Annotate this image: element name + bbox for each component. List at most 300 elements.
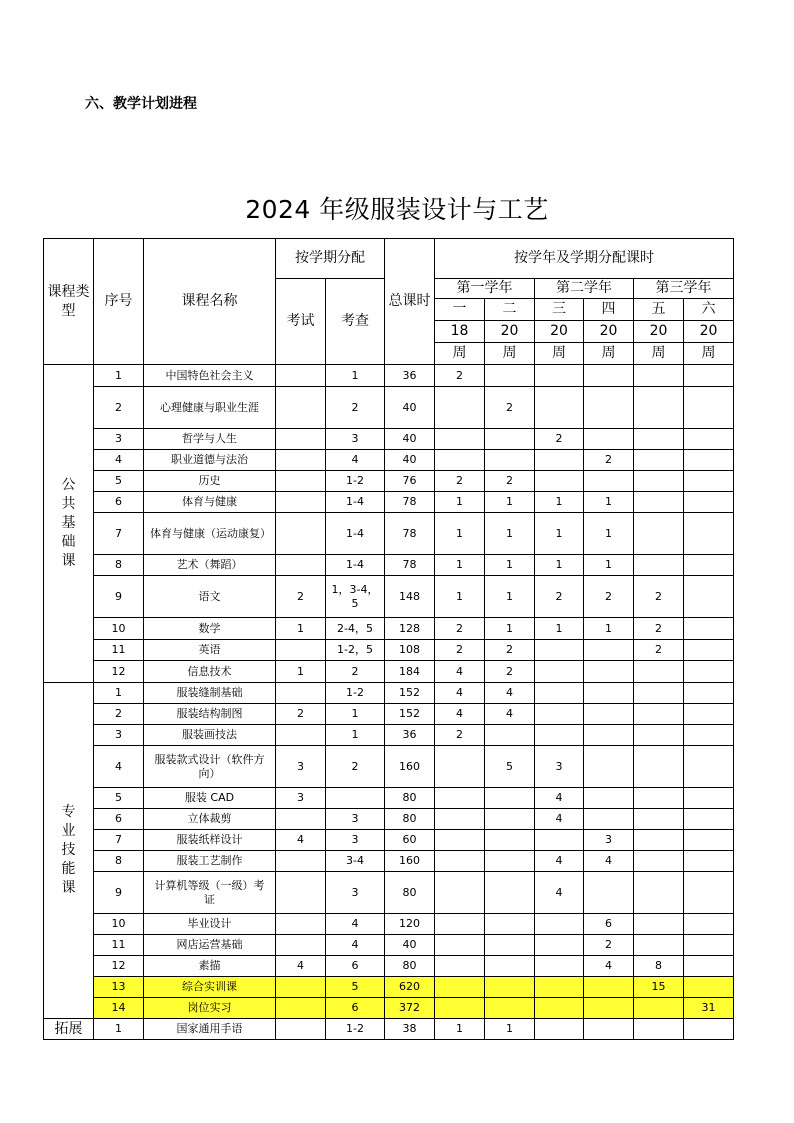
course-name-cell: 服装款式设计（软件方向）: [144, 746, 276, 788]
s2-cell: [485, 725, 535, 746]
s6-cell: [684, 618, 734, 640]
s5-cell: [634, 661, 684, 683]
course-name-cell: 服装纸样设计: [144, 830, 276, 851]
course-name-cell: 数学: [144, 618, 276, 640]
seq-cell: 12: [94, 956, 144, 977]
s1-cell: [435, 809, 485, 830]
s3-cell: 2: [535, 576, 584, 618]
exam-cell: [276, 809, 326, 830]
header-week-unit: 周: [535, 343, 584, 365]
s2-cell: [485, 851, 535, 872]
check-cell: 3-4: [326, 851, 385, 872]
course-name-cell: 服装缝制基础: [144, 683, 276, 704]
header-by-year: 按学年及学期分配课时: [435, 239, 734, 279]
s1-cell: 4: [435, 704, 485, 725]
s1-cell: [435, 746, 485, 788]
teaching-plan-table: [43, 238, 734, 1040]
s6-cell: [684, 977, 734, 998]
s5-cell: [634, 872, 684, 914]
header-weeks: 20: [535, 321, 584, 343]
s5-cell: [634, 513, 684, 555]
table-row: [44, 387, 734, 429]
course-name-cell: 综合实训课: [144, 977, 276, 998]
table-row: [44, 809, 734, 830]
seq-cell: 8: [94, 851, 144, 872]
course-name-cell: 艺术（舞蹈）: [144, 555, 276, 576]
s3-cell: [535, 450, 584, 471]
table-row: [44, 851, 734, 872]
exam-cell: 2: [276, 704, 326, 725]
s4-cell: 6: [584, 914, 634, 935]
s2-cell: 1: [485, 555, 535, 576]
s5-cell: [634, 387, 684, 429]
check-cell: 1-2，5: [326, 640, 385, 661]
course-name-cell: 体育与健康（运动康复）: [144, 513, 276, 555]
exam-cell: 1: [276, 618, 326, 640]
table-row: [44, 471, 734, 492]
s4-cell: [584, 429, 634, 450]
table-row: [44, 914, 734, 935]
table-row: [44, 788, 734, 809]
header-weeks: 18: [435, 321, 485, 343]
s1-cell: 2: [435, 618, 485, 640]
total-cell: 620: [385, 977, 435, 998]
check-cell: 1-2: [326, 1019, 385, 1040]
total-cell: 80: [385, 872, 435, 914]
check-cell: 1，3-4，5: [326, 576, 385, 618]
s6-cell: 31: [684, 998, 734, 1019]
s5-cell: [634, 704, 684, 725]
table-row: [44, 998, 734, 1019]
s5-cell: [634, 851, 684, 872]
s5-cell: [634, 746, 684, 788]
s2-cell: [485, 977, 535, 998]
course-name-cell: 网店运营基础: [144, 935, 276, 956]
course-name-cell: 中国特色社会主义: [144, 365, 276, 387]
total-cell: 80: [385, 956, 435, 977]
seq-cell: 6: [94, 492, 144, 513]
s1-cell: [435, 387, 485, 429]
category-cell: 专业技能课: [44, 683, 94, 1019]
s1-cell: [435, 914, 485, 935]
course-name-cell: 毕业设计: [144, 914, 276, 935]
check-cell: 3: [326, 809, 385, 830]
s5-cell: [634, 935, 684, 956]
s2-cell: [485, 429, 535, 450]
s1-cell: [435, 872, 485, 914]
seq-cell: 8: [94, 555, 144, 576]
s6-cell: [684, 555, 734, 576]
s1-cell: 1: [435, 492, 485, 513]
seq-cell: 12: [94, 661, 144, 683]
s3-cell: [535, 387, 584, 429]
s4-cell: 1: [584, 513, 634, 555]
course-name-cell: 历史: [144, 471, 276, 492]
total-cell: 36: [385, 365, 435, 387]
s1-cell: 1: [435, 555, 485, 576]
s6-cell: [684, 450, 734, 471]
s5-cell: [634, 788, 684, 809]
header-category: 课程类型: [44, 239, 94, 365]
s4-cell: [584, 683, 634, 704]
total-cell: 128: [385, 618, 435, 640]
header-by-semester: 按学期分配: [276, 239, 385, 279]
document-title: 2024 年级服装设计与工艺: [245, 195, 549, 224]
s6-cell: [684, 661, 734, 683]
s2-cell: 1: [485, 618, 535, 640]
total-cell: 148: [385, 576, 435, 618]
table-row: [44, 640, 734, 661]
check-cell: 1-4: [326, 513, 385, 555]
check-cell: 1-4: [326, 492, 385, 513]
s4-cell: [584, 998, 634, 1019]
s3-cell: 3: [535, 746, 584, 788]
exam-cell: [276, 1019, 326, 1040]
course-name-cell: 心理健康与职业生涯: [144, 387, 276, 429]
table-row: [44, 365, 734, 387]
header-year-2: 第二学年: [535, 279, 634, 299]
total-cell: 40: [385, 429, 435, 450]
s5-cell: [634, 450, 684, 471]
total-cell: 38: [385, 1019, 435, 1040]
s5-cell: [634, 492, 684, 513]
check-cell: 1: [326, 704, 385, 725]
s2-cell: 4: [485, 704, 535, 725]
s2-cell: 1: [485, 492, 535, 513]
exam-cell: 3: [276, 788, 326, 809]
header-weeks: 20: [634, 321, 684, 343]
check-cell: 3: [326, 429, 385, 450]
exam-cell: [276, 513, 326, 555]
s4-cell: 3: [584, 830, 634, 851]
s3-cell: 4: [535, 851, 584, 872]
total-cell: 40: [385, 935, 435, 956]
check-cell: 3: [326, 830, 385, 851]
s2-cell: [485, 956, 535, 977]
s4-cell: [584, 387, 634, 429]
total-cell: 60: [385, 830, 435, 851]
s1-cell: 1: [435, 576, 485, 618]
course-name-cell: 服装结构制图: [144, 704, 276, 725]
s1-cell: 2: [435, 725, 485, 746]
table-row: [44, 830, 734, 851]
exam-cell: [276, 998, 326, 1019]
s4-cell: 4: [584, 956, 634, 977]
exam-cell: [276, 640, 326, 661]
seq-cell: 10: [94, 914, 144, 935]
s5-cell: 2: [634, 640, 684, 661]
s5-cell: [634, 683, 684, 704]
header-course-name: 课程名称: [144, 239, 276, 365]
s2-cell: 2: [485, 640, 535, 661]
s4-cell: [584, 788, 634, 809]
check-cell: 2: [326, 387, 385, 429]
header-weeks: 20: [684, 321, 734, 343]
s6-cell: [684, 746, 734, 788]
course-name-cell: 素描: [144, 956, 276, 977]
total-cell: 184: [385, 661, 435, 683]
exam-cell: 1: [276, 661, 326, 683]
header-week-unit: 周: [684, 343, 734, 365]
s5-cell: [634, 998, 684, 1019]
s4-cell: [584, 872, 634, 914]
table-row: [44, 977, 734, 998]
s4-cell: [584, 704, 634, 725]
seq-cell: 9: [94, 576, 144, 618]
course-name-cell: 计算机等级（一级）考证: [144, 872, 276, 914]
plan-table-body: [44, 365, 734, 1040]
s2-cell: 1: [485, 1019, 535, 1040]
total-cell: 120: [385, 914, 435, 935]
course-name-cell: 服装画技法: [144, 725, 276, 746]
header-semester: 二: [485, 299, 535, 321]
s3-cell: 4: [535, 809, 584, 830]
s6-cell: [684, 914, 734, 935]
s6-cell: [684, 872, 734, 914]
s6-cell: [684, 851, 734, 872]
s6-cell: [684, 830, 734, 851]
exam-cell: [276, 365, 326, 387]
total-cell: 78: [385, 555, 435, 576]
seq-cell: 9: [94, 872, 144, 914]
s2-cell: 2: [485, 387, 535, 429]
s4-cell: 1: [584, 618, 634, 640]
s5-cell: [634, 555, 684, 576]
check-cell: [326, 788, 385, 809]
s1-cell: 2: [435, 471, 485, 492]
table-row: [44, 450, 734, 471]
exam-cell: [276, 387, 326, 429]
exam-cell: 3: [276, 746, 326, 788]
s6-cell: [684, 492, 734, 513]
s1-cell: [435, 998, 485, 1019]
s1-cell: 4: [435, 683, 485, 704]
table-row: [44, 576, 734, 618]
course-name-cell: 体育与健康: [144, 492, 276, 513]
s3-cell: [535, 914, 584, 935]
check-cell: 2: [326, 746, 385, 788]
s4-cell: [584, 471, 634, 492]
s2-cell: [485, 872, 535, 914]
s2-cell: [485, 450, 535, 471]
table-row: [44, 704, 734, 725]
seq-cell: 10: [94, 618, 144, 640]
s4-cell: 4: [584, 851, 634, 872]
total-cell: 36: [385, 725, 435, 746]
header-year-1: 第一学年: [435, 279, 535, 299]
category-cell: 拓展: [44, 1019, 94, 1040]
s6-cell: [684, 429, 734, 450]
s2-cell: [485, 935, 535, 956]
s1-cell: [435, 935, 485, 956]
header-weeks: 20: [485, 321, 535, 343]
s2-cell: 2: [485, 471, 535, 492]
check-cell: 4: [326, 450, 385, 471]
s3-cell: 1: [535, 555, 584, 576]
total-cell: 152: [385, 683, 435, 704]
s6-cell: [684, 640, 734, 661]
s2-cell: 2: [485, 661, 535, 683]
s1-cell: [435, 956, 485, 977]
check-cell: 6: [326, 998, 385, 1019]
header-semester: 一: [435, 299, 485, 321]
s2-cell: [485, 998, 535, 1019]
s2-cell: [485, 788, 535, 809]
exam-cell: 2: [276, 576, 326, 618]
s6-cell: [684, 809, 734, 830]
s1-cell: [435, 429, 485, 450]
exam-cell: 4: [276, 830, 326, 851]
total-cell: 160: [385, 851, 435, 872]
s5-cell: [634, 830, 684, 851]
s5-cell: 8: [634, 956, 684, 977]
s5-cell: [634, 914, 684, 935]
s1-cell: [435, 830, 485, 851]
s5-cell: [634, 429, 684, 450]
table-row: [44, 746, 734, 788]
s6-cell: [684, 956, 734, 977]
check-cell: 5: [326, 977, 385, 998]
s3-cell: [535, 725, 584, 746]
seq-cell: 2: [94, 704, 144, 725]
exam-cell: [276, 935, 326, 956]
s3-cell: 2: [535, 429, 584, 450]
seq-cell: 11: [94, 640, 144, 661]
s1-cell: [435, 788, 485, 809]
s3-cell: [535, 683, 584, 704]
exam-cell: [276, 683, 326, 704]
s4-cell: [584, 725, 634, 746]
s4-cell: [584, 640, 634, 661]
s3-cell: [535, 956, 584, 977]
s4-cell: 2: [584, 935, 634, 956]
seq-cell: 3: [94, 725, 144, 746]
course-name-cell: 国家通用手语: [144, 1019, 276, 1040]
table-row: [44, 1019, 734, 1040]
s3-cell: [535, 998, 584, 1019]
table-row: [44, 661, 734, 683]
s2-cell: 1: [485, 576, 535, 618]
s2-cell: [485, 914, 535, 935]
exam-cell: 4: [276, 956, 326, 977]
s4-cell: [584, 661, 634, 683]
total-cell: 108: [385, 640, 435, 661]
s2-cell: 4: [485, 683, 535, 704]
total-cell: 160: [385, 746, 435, 788]
s6-cell: [684, 365, 734, 387]
total-cell: 80: [385, 809, 435, 830]
table-row: [44, 618, 734, 640]
check-cell: 4: [326, 914, 385, 935]
s4-cell: 1: [584, 555, 634, 576]
check-cell: 2-4，5: [326, 618, 385, 640]
seq-cell: 7: [94, 830, 144, 851]
exam-cell: [276, 914, 326, 935]
header-semester: 五: [634, 299, 684, 321]
s6-cell: [684, 788, 734, 809]
check-cell: 2: [326, 661, 385, 683]
table-row: [44, 935, 734, 956]
total-cell: 372: [385, 998, 435, 1019]
s6-cell: [684, 576, 734, 618]
s1-cell: 2: [435, 640, 485, 661]
s5-cell: [634, 471, 684, 492]
seq-cell: 1: [94, 1019, 144, 1040]
seq-cell: 3: [94, 429, 144, 450]
course-name-cell: 哲学与人生: [144, 429, 276, 450]
section-heading: 六、教学计划进程: [85, 96, 197, 112]
s1-cell: 2: [435, 365, 485, 387]
exam-cell: [276, 450, 326, 471]
check-cell: 1-2: [326, 471, 385, 492]
s3-cell: [535, 935, 584, 956]
s6-cell: [684, 725, 734, 746]
s4-cell: 2: [584, 576, 634, 618]
s1-cell: [435, 851, 485, 872]
seq-cell: 5: [94, 471, 144, 492]
course-name-cell: 立体裁剪: [144, 809, 276, 830]
s3-cell: [535, 830, 584, 851]
header-check: 考查: [326, 279, 385, 365]
header-exam: 考试: [276, 279, 326, 365]
s4-cell: [584, 809, 634, 830]
check-cell: 6: [326, 956, 385, 977]
header-semester: 三: [535, 299, 584, 321]
s5-cell: [634, 1019, 684, 1040]
check-cell: 4: [326, 935, 385, 956]
header-year-3: 第三学年: [634, 279, 734, 299]
s1-cell: 1: [435, 513, 485, 555]
header-week-unit: 周: [485, 343, 535, 365]
exam-cell: [276, 492, 326, 513]
exam-cell: [276, 977, 326, 998]
s3-cell: 4: [535, 872, 584, 914]
s2-cell: 1: [485, 513, 535, 555]
seq-cell: 13: [94, 977, 144, 998]
course-name-cell: 服装工艺制作: [144, 851, 276, 872]
s6-cell: [684, 471, 734, 492]
s3-cell: [535, 977, 584, 998]
course-name-cell: 职业道德与法治: [144, 450, 276, 471]
check-cell: 1: [326, 365, 385, 387]
s2-cell: [485, 365, 535, 387]
s3-cell: [535, 471, 584, 492]
s1-cell: 4: [435, 661, 485, 683]
s3-cell: 1: [535, 618, 584, 640]
table-row: [44, 683, 734, 704]
course-name-cell: 语文: [144, 576, 276, 618]
seq-cell: 4: [94, 450, 144, 471]
exam-cell: [276, 725, 326, 746]
header-week-unit: 周: [435, 343, 485, 365]
s5-cell: 2: [634, 618, 684, 640]
s2-cell: [485, 830, 535, 851]
seq-cell: 4: [94, 746, 144, 788]
s3-cell: 1: [535, 513, 584, 555]
seq-cell: 7: [94, 513, 144, 555]
s1-cell: [435, 977, 485, 998]
s6-cell: [684, 1019, 734, 1040]
check-cell: 1: [326, 725, 385, 746]
total-cell: 40: [385, 387, 435, 429]
header-seq: 序号: [94, 239, 144, 365]
s6-cell: [684, 387, 734, 429]
header-semester: 四: [584, 299, 634, 321]
s4-cell: 2: [584, 450, 634, 471]
s6-cell: [684, 935, 734, 956]
header-week-unit: 周: [584, 343, 634, 365]
s4-cell: [584, 746, 634, 788]
